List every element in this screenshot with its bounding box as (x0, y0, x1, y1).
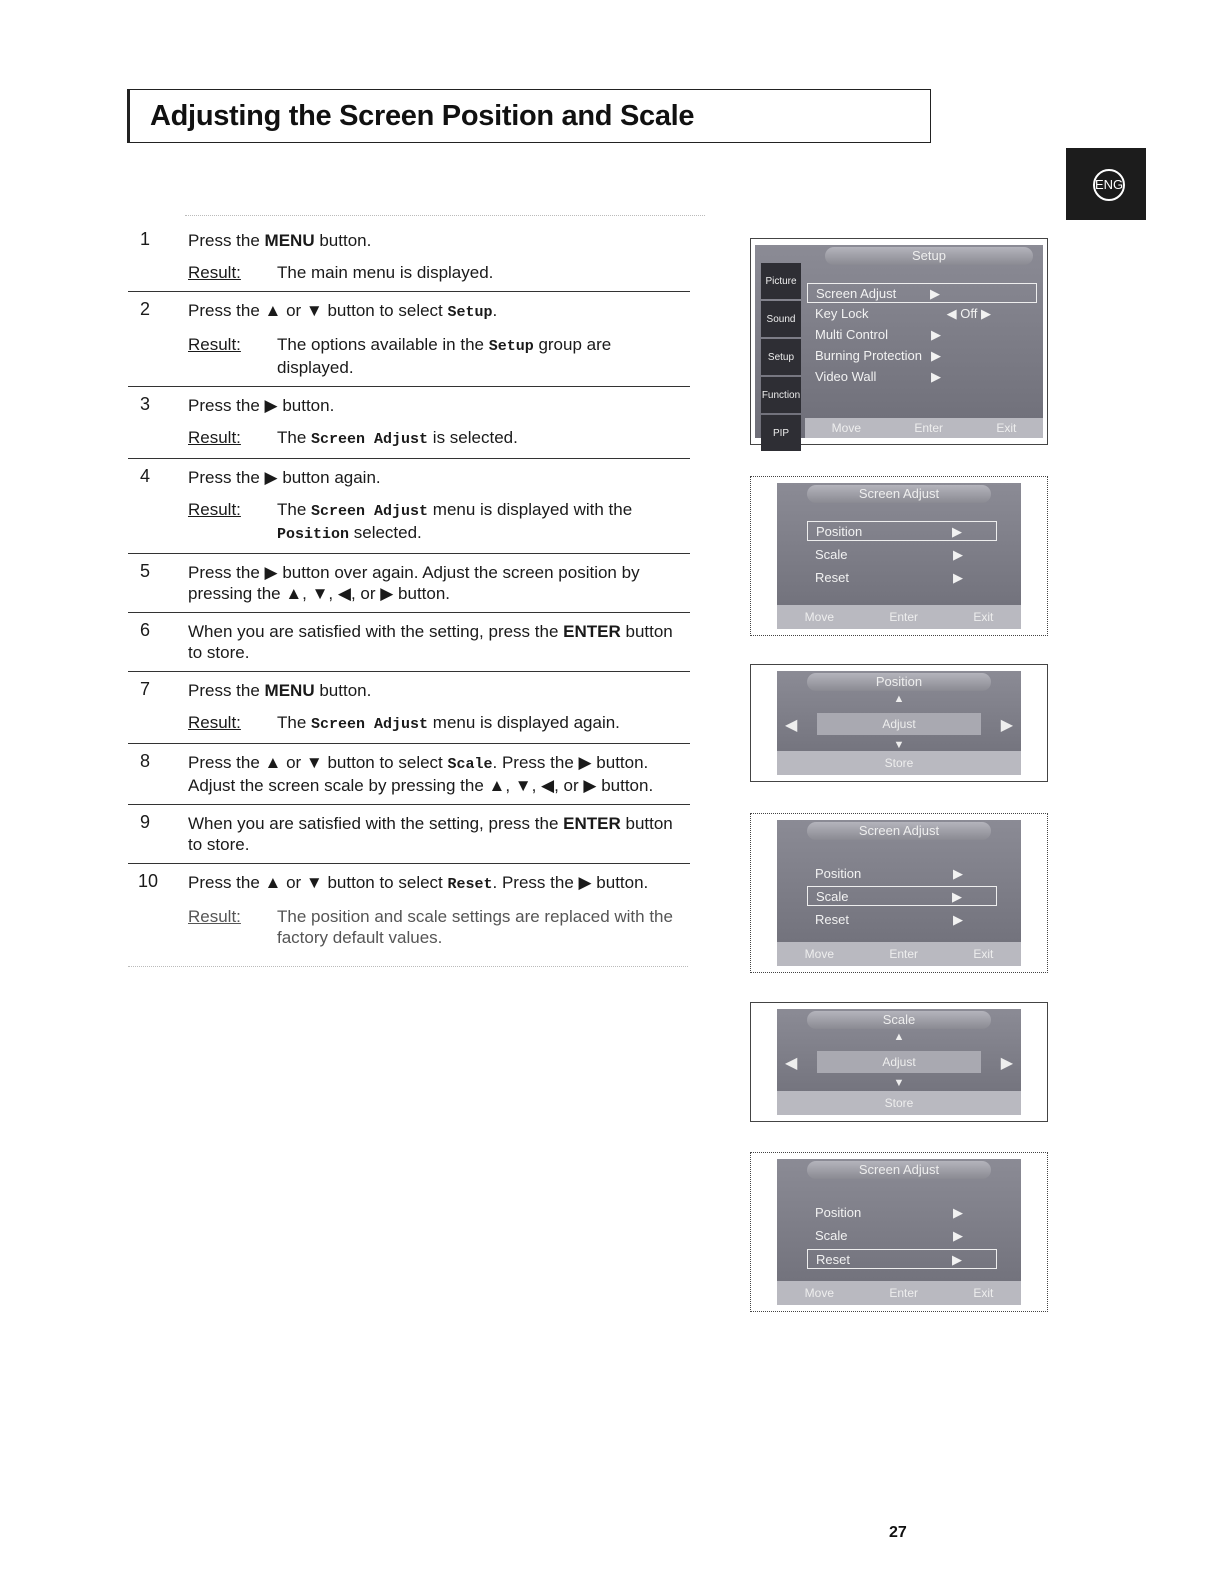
step-instruction: When you are satisfied with the setting, press the ENTER button to store. (188, 814, 673, 854)
osd-screen-adjust-scale (750, 813, 1048, 973)
osd-position-adjust (750, 664, 1048, 782)
osd-sa3-scale: Scale ▶ (815, 1228, 963, 1243)
osd-sa3-reset: Reset ▶ (807, 1249, 997, 1269)
step-instruction: When you are satisfied with the setting, press the ENTER button to store. (188, 622, 673, 662)
step-instruction: Press the MENU button. (188, 681, 372, 700)
step-instruction: Press the ▶ button over again. Adjust the screen position by pressing the ▲, ▼, ◀, or ▶ button. (188, 563, 640, 603)
result-label: Result: (188, 907, 241, 926)
step-8 (128, 744, 690, 805)
step-1 (128, 222, 690, 292)
osd-tab-function: Function (761, 377, 801, 413)
osd-tab-sound: Sound (761, 301, 801, 337)
osd-tab-setup: Setup (761, 339, 801, 375)
step-instruction: Press the ▲ or ▼ button to select Reset. Press the ▶ button. (188, 873, 649, 893)
step-2 (128, 292, 690, 387)
osd-position-left-arrow: ◀ (785, 717, 798, 734)
result-text: The Screen Adjust is selected. (277, 428, 518, 448)
result-text: The main menu is displayed. (277, 263, 494, 282)
result-text: The Screen Adjust menu is displayed with the Position selected. (277, 500, 633, 543)
step-number: 3 (140, 394, 151, 414)
osd-position-bottom: Store (777, 751, 1021, 775)
osd-scale-bottom: Store (777, 1091, 1021, 1115)
osd-sa1-title: Screen Adjust (807, 485, 991, 503)
osd-sa2-position: Position ▶ (815, 866, 963, 881)
osd-screen-adjust-reset (750, 1152, 1048, 1312)
osd-sa2-title: Screen Adjust (807, 822, 991, 840)
osd-setup-item: Key Lock ◀ Off ▶ (815, 306, 991, 321)
step-number: 8 (140, 751, 151, 771)
osd-sa3-body (777, 1159, 1021, 1305)
osd-sa1-body (777, 483, 1021, 629)
result-label: Result: (188, 335, 241, 354)
step-number: 5 (140, 561, 151, 581)
step-5 (128, 554, 690, 613)
osd-sa1-reset: Reset ▶ (815, 570, 963, 585)
step-instruction: Press the ▶ button again. (188, 468, 381, 487)
osd-scale-down-arrow: ▼ (893, 1077, 905, 1089)
osd-scale-title: Scale (807, 1011, 991, 1029)
step-number: 10 (138, 871, 159, 891)
result-label: Result: (188, 263, 241, 282)
osd-tab-picture: Picture (761, 263, 801, 299)
osd-position-body (777, 671, 1021, 775)
osd-setup-item: Multi Control ▶ (815, 327, 941, 342)
osd-setup-title: Setup (825, 247, 1033, 265)
step-number: 2 (140, 299, 151, 319)
eng-badge: ENG (1093, 169, 1125, 201)
step-instruction: Press the ▶ button. (188, 396, 335, 415)
step-number: 4 (140, 466, 151, 486)
osd-setup-menu (750, 238, 1048, 445)
step-instruction: Press the ▲ or ▼ button to select Setup. (188, 301, 498, 321)
osd-scale-right-arrow: ▶ (1000, 1055, 1013, 1072)
result-text: The options available in the Setup group are displayed. (277, 335, 612, 377)
step-number: 9 (140, 812, 151, 832)
page-number: 27 (889, 1524, 907, 1541)
top-faint-rule (185, 215, 705, 216)
osd-sa2-bottom: Move Enter Exit (777, 942, 1021, 966)
result-label: Result: (188, 713, 241, 732)
osd-position-down-arrow: ▼ (893, 739, 905, 751)
result-label: Result: (188, 500, 241, 519)
osd-position-up-arrow: ▲ (893, 693, 905, 705)
steps-list (128, 222, 690, 956)
osd-setup-bottom: Move Enter Exit (805, 418, 1043, 438)
step-9 (128, 805, 690, 864)
result-label: Result: (188, 428, 241, 447)
step-7 (128, 672, 690, 744)
step-result (188, 334, 690, 378)
osd-scale-left-arrow: ◀ (785, 1055, 798, 1072)
osd-sa3-title: Screen Adjust (807, 1161, 991, 1179)
language-tab (1066, 148, 1146, 220)
step-3 (128, 387, 690, 459)
osd-position-center: Adjust (817, 713, 981, 735)
osd-sa1-scale: Scale ▶ (815, 547, 963, 562)
osd-scale-adjust (750, 1002, 1048, 1122)
step-number: 1 (140, 229, 151, 249)
step-number: 6 (140, 620, 151, 640)
step-instruction: Press the ▲ or ▼ button to select Scale. Press the ▶ button. Adjust the screen scale by pressing the ▲, ▼, ◀, or ▶ button. (188, 753, 654, 795)
osd-scale-body (777, 1009, 1021, 1115)
osd-sa3-position: Position ▶ (815, 1205, 963, 1220)
step-6 (128, 613, 690, 672)
osd-sa3-bottom: Move Enter Exit (777, 1281, 1021, 1305)
step-result (188, 499, 690, 545)
step-4 (128, 459, 690, 554)
step-result (188, 906, 690, 948)
page-title: Adjusting the Screen Position and Scale (150, 100, 695, 132)
bottom-faint-rule (128, 966, 688, 967)
step-number: 7 (140, 679, 151, 699)
osd-position-right-arrow: ▶ (1000, 717, 1013, 734)
step-10 (128, 864, 690, 956)
osd-position-title: Position (807, 673, 991, 691)
result-text: The position and scale settings are replaced with the factory default values. (277, 907, 673, 947)
step-result (188, 427, 690, 450)
osd-sa2-scale: Scale ▶ (807, 886, 997, 906)
osd-setup-item: Burning Protection ▶ (815, 348, 941, 363)
osd-scale-center: Adjust (817, 1051, 981, 1073)
step-instruction: Press the MENU button. (188, 231, 372, 250)
osd-setup-item: Screen Adjust ▶ (807, 283, 1037, 303)
osd-setup-item: Video Wall ▶ (815, 369, 941, 384)
osd-scale-up-arrow: ▲ (893, 1031, 905, 1043)
result-text: The Screen Adjust menu is displayed again. (277, 713, 620, 733)
step-result (188, 712, 690, 735)
osd-sa1-position: Position ▶ (807, 521, 997, 541)
osd-sa2-body (777, 820, 1021, 966)
step-result (188, 262, 690, 283)
osd-tab-pip: PIP (761, 415, 801, 451)
title-box (127, 89, 931, 143)
osd-setup-body (755, 245, 1043, 438)
osd-screen-adjust-position (750, 476, 1048, 636)
osd-sa2-reset: Reset ▶ (815, 912, 963, 927)
osd-sa1-bottom: Move Enter Exit (777, 605, 1021, 629)
